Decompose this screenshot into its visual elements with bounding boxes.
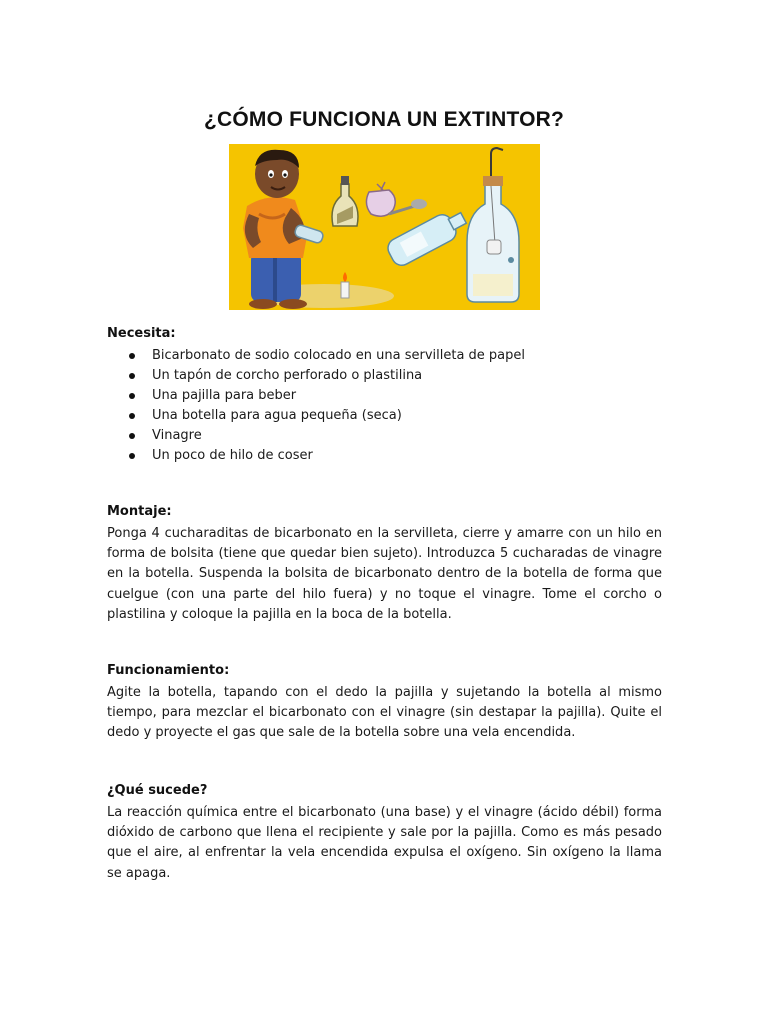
experiment-illustration [229,144,540,310]
needs-heading: Necesita: [107,326,176,341]
water-bottle [385,206,471,269]
page-title: ¿CÓMO FUNCIONA UN EXTINTOR? [203,108,565,131]
result-heading: ¿Qué sucede? [107,783,208,798]
assembly-heading: Montaje: [107,504,172,519]
bullet-icon [129,353,135,359]
bullet-icon [129,373,135,379]
list-item: Un tapón de corcho perforado o plastilina [107,366,525,386]
operation-heading: Funcionamiento: [107,663,230,678]
result-text: La reacción química entre el bicarbonato (una base) y el vinagre (ácido débil) forma dióxido de carbono que llena el recipiente y sale por la pajilla. Como es más pesado que el aire, al enfrentar la vela encendida expulsa el oxígeno. Sin oxígeno la llama se apaga. [107,805,662,881]
list-item: Vinagre [107,426,525,446]
bullet-icon [129,433,135,439]
illustration-drawing [229,144,540,310]
assembly-text: Ponga 4 cucharaditas de bicarbonato en la servilleta, cierre y amarre con un hilo en forma de bolsita (tiene que quedar bien sujeto). Introduzca 5 cucharadas de vinagre en la botella. Suspenda la bolsita de bicarbonato dentro de la botella de forma que cuelgue (con una parte del hilo fuera) y no toque el vinagre. Tome el corcho o plastilina y coloque la pajilla en la boca de la botella. [107,526,662,622]
candle [341,282,349,298]
bullet-icon [129,393,135,399]
ingredients-list [107,346,525,466]
list-item: Bicarbonato de sodio colocado en una servilleta de papel [107,346,525,366]
list-item: Un poco de hilo de coser [107,446,525,466]
list-item: Una botella para agua pequeña (seca) [107,406,525,426]
list-item: Una pajilla para beber [107,386,525,406]
bullet-icon [129,413,135,419]
bullet-icon [129,453,135,459]
operation-text: Agite la botella, tapando con el dedo la pajilla y sujetando la botella al mismo tiempo, para mezclar el bicarbonato con el vinagre (sin destapar la pajilla). Quite el dedo y proyecte el gas que sale de la botella sobre una vela encendida. [107,685,662,741]
